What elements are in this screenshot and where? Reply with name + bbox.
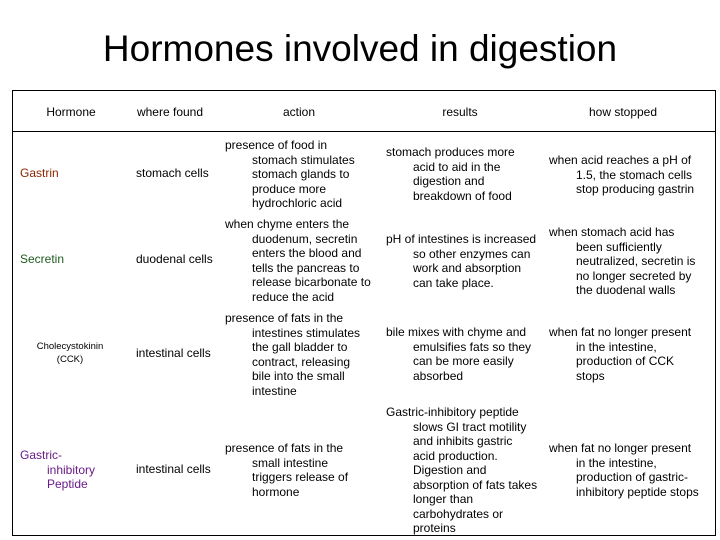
header-where-found: where found <box>136 105 204 119</box>
where-found-cell: intestinal cells <box>136 461 211 476</box>
hormone-name: Gastric- inhibitory Peptide <box>20 448 96 491</box>
header-how-stopped: how stopped <box>588 105 658 119</box>
header-action: action <box>282 105 316 119</box>
header-hormone: Hormone <box>46 105 96 119</box>
where-found-cell: stomach cells <box>136 165 209 180</box>
action-cell: presence of fats in the small intestine triggers release of hormone <box>225 441 349 499</box>
hormone-name: Gastrin <box>20 165 59 180</box>
header-results: results <box>442 105 478 119</box>
how-stopped-cell: when fat no longer present in the intestine, production of CCK stops <box>549 325 692 383</box>
action-cell: presence of food in stomach stimulates stomach glands to produce more hydrochloric acid <box>225 138 355 210</box>
hormone-table <box>12 90 716 536</box>
results-cell: stomach produces more acid to aid in the digestion and breakdown of food <box>386 145 515 203</box>
how-stopped-cell: when stomach acid has been sufficiently neutralized, secretin is no longer secreted by the duodenal walls <box>549 225 696 297</box>
how-stopped-cell: when fat no longer present in the intestine, production of gastric- inhibitory peptide stops <box>549 441 699 499</box>
page-title: Hormones involved in digestion <box>102 28 618 69</box>
results-cell: pH of intestines is increased so other enzymes can work and absorption can take place. <box>386 232 537 290</box>
results-cell: bile mixes with chyme and emulsifies fats so they can be more easily absorbed <box>386 325 532 383</box>
where-found-cell: intestinal cells <box>136 345 211 360</box>
action-cell: when chyme enters the duodenum, secretin enters the blood and tells the pancreas to release bicarbonate to reduce the acid <box>225 217 371 304</box>
where-found-cell: duodenal cells <box>136 251 213 266</box>
results-cell: Gastric-inhibitory peptide slows GI tract motility and inhibits gastric acid production. Digestion and absorption of fats takes longer than carbohydrates or proteins <box>386 405 538 535</box>
action-cell: presence of fats in the intestines stimulates the gall bladder to contract, releasing bile into the small intestine <box>225 311 361 398</box>
header-divider <box>13 131 715 132</box>
hormone-name: Cholecystokinin (CCK) <box>36 341 104 365</box>
hormone-name: Secretin <box>20 251 65 266</box>
how-stopped-cell: when acid reaches a pH of 1.5, the stomach cells stop producing gastrin <box>549 153 695 196</box>
